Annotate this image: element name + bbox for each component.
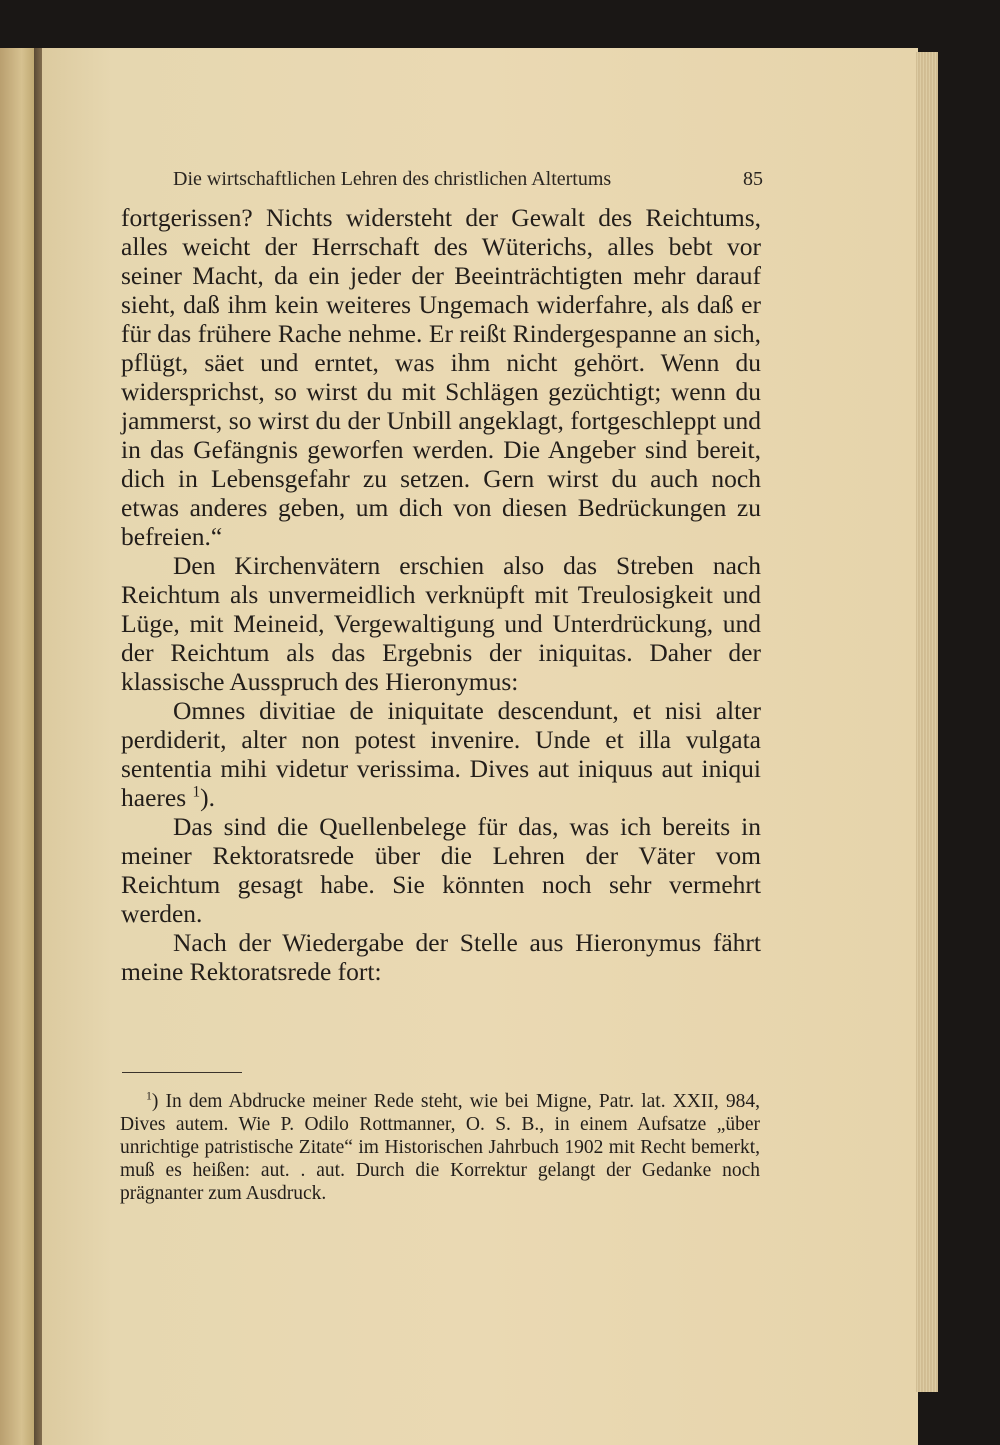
- quote-text: Omnes divitiae de iniquitate descendunt, et nisi alter perdiderit, alter non potest invenire. Unde et illa vulgata sententia mihi videtur verissima. Dives aut iniquus aut iniqui haeres: [121, 696, 761, 812]
- page-stack-edge: [916, 52, 938, 1392]
- footnote-marker: 1: [146, 1089, 152, 1103]
- footnote-text: ) In dem Abdrucke meiner Rede steht, wie bei Migne, Patr. lat. XXII, 984, Dives autem. Wie P. Odilo Rottmanner, O. S. B., in einem Aufsatze „über unrichtige patristische Zitate“ im Historischen Jahrbuch 1902 mit Recht bemerkt, muß es heißen: aut. . aut. Durch die Korrektur gelangt der Gedanke noch prägnanter zum Ausdruck.: [120, 1091, 760, 1204]
- left-page-edge: [0, 48, 36, 1445]
- page-number: 85: [743, 168, 763, 190]
- paragraph: Das sind die Quellenbelege für das, was ich bereits in meiner Rektoratsrede über die Lehren der Väter vom Reichtum gesagt habe. Sie könnten noch sehr vermehrt werden.: [121, 812, 761, 928]
- footnote-rule: [122, 1072, 242, 1073]
- latin-quote: [121, 696, 761, 812]
- running-title: Die wirtschaftlichen Lehren des christlichen Altertums: [173, 168, 612, 190]
- running-head: [173, 168, 763, 191]
- footnote-reference: 1: [192, 783, 201, 801]
- paragraph: fortgerissen? Nichts widersteht der Gewalt des Reichtums, alles weicht der Herrschaft des Wüterichs, alles bebt vor seiner Macht, da ein jeder der Beeinträchtigten mehr darauf sieht, daß ihm kein weiteres Ungemach widerfahre, als daß er für das frühere Rache nehme. Er reißt Rindergespanne an sich, pflügt, säet und erntet, was ihm nicht gehört. Wenn du widersprichst, so wirst du mit Schlägen gezüchtigt; wenn du jammerst, so wirst du der Unbill angeklagt, fortgeschleppt und in das Gefängnis geworfen werden. Die Angeber sind bereit, dich in Lebensgefahr zu setzen. Gern wirst du auch noch etwas anderes geben, um dich von diesen Bedrückungen zu befreien.“: [121, 203, 761, 551]
- footnote: [120, 1090, 760, 1205]
- quote-end: ).: [200, 783, 216, 812]
- body-text: [121, 203, 761, 986]
- paragraph: Nach der Wiedergabe der Stelle aus Hieronymus fährt meine Rektoratsrede fort:: [121, 928, 761, 986]
- paragraph: Den Kirchenvätern erschien also das Streben nach Reichtum als unvermeidlich verknüpft mit Treulosigkeit und Lüge, mit Meineid, Vergewaltigung und Unterdrückung, und der Reichtum als das Ergebnis der iniquitas. Daher der klassische Ausspruch des Hieronymus:: [121, 551, 761, 696]
